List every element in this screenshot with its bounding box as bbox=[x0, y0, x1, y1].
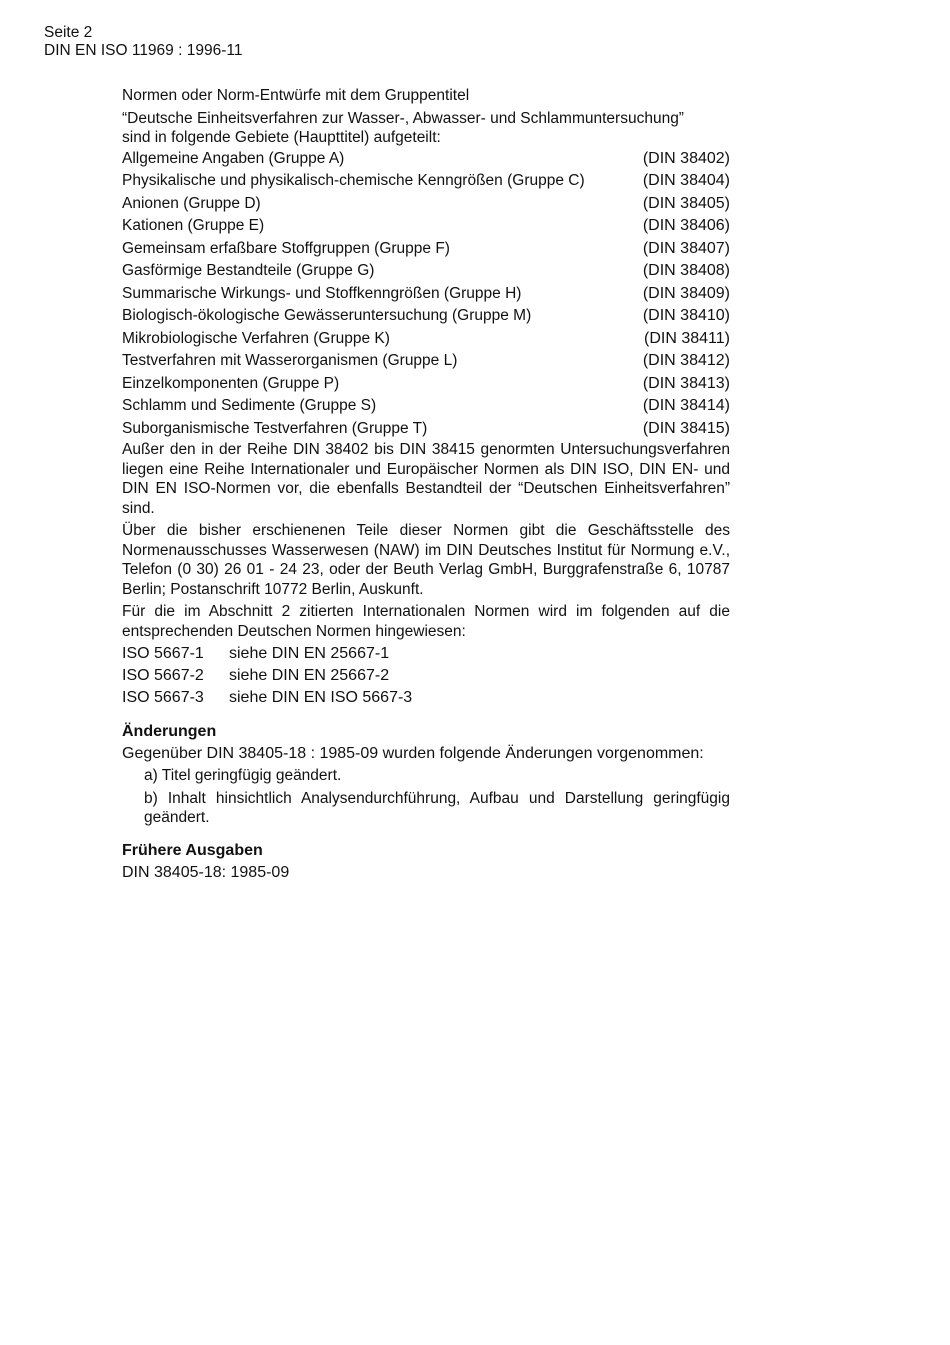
group-ref: (DIN 38415) bbox=[642, 419, 730, 437]
iso-see: siehe DIN EN 25667-2 bbox=[229, 667, 390, 684]
paragraph-references: Für die im Abschnitt 2 zitierten Internationalen Normen wird im folgenden auf die entsprechenden Deutschen Normen hingewiesen: bbox=[122, 603, 730, 640]
group-ref: (DIN 38404) bbox=[642, 172, 730, 189]
paragraph-standards-series: Außer den in der Reihe DIN 38402 bis DIN 38415 genormten Untersuchungsverfahren liegen eine Reihe Internationaler und Europäischer Normen als DIN ISO, DIN EN- und DIN EN ISO-Normen vor, die ebenfalls Bestandteil der “Deutschen Einheitsverfahren” sind. bbox=[122, 441, 730, 517]
group-row bbox=[122, 350, 730, 373]
group-title: Physikalische und physikalisch-chemische Kenngrößen (Gruppe C) bbox=[122, 172, 585, 189]
group-row bbox=[122, 148, 730, 171]
group-ref: (DIN 38407) bbox=[642, 239, 730, 257]
group-list bbox=[122, 148, 730, 441]
group-ref: (DIN 38405) bbox=[642, 194, 730, 212]
group-ref: (DIN 38410) bbox=[642, 307, 730, 324]
iso-see: siehe DIN EN 25667-1 bbox=[229, 645, 390, 662]
group-title: Kationen (Gruppe E) bbox=[122, 217, 265, 234]
group-row bbox=[122, 395, 730, 418]
group-title: Einzelkomponenten (Gruppe P) bbox=[122, 374, 340, 392]
group-title-line: “Deutsche Einheitsverfahren zur Wasser-, Abwasser- und Schlammuntersuchung” bbox=[122, 109, 684, 127]
change-item-a: a) Titel geringfügig geändert. bbox=[144, 767, 342, 784]
change-item-b: b) Inhalt hinsichtlich Analysendurchführung, Aufbau und Darstellung geringfügig geändert. bbox=[144, 789, 730, 826]
group-ref: (DIN 38411) bbox=[644, 329, 730, 347]
group-title: Suborganismische Testverfahren (Gruppe T) bbox=[122, 419, 428, 437]
group-ref: (DIN 38409) bbox=[642, 284, 730, 302]
iso-code: ISO 5667-1 bbox=[122, 645, 204, 662]
iso-reference-row bbox=[122, 665, 730, 687]
paragraph-information: Über die bisher erschienenen Teile dieser Normen gibt die Geschäftsstelle des Normenausschusses Wasserwesen (NAW) im DIN Deutsches Institut für Normung e.V., Telefon (0 30) 26 01 - 24 23, oder der Beuth Verlag GmbH, Burggrafenstraße 6, 10787 Berlin; Postanschrift 10772 Berlin, Auskunft. bbox=[122, 522, 730, 598]
group-row bbox=[122, 193, 730, 216]
changes-heading: Änderungen bbox=[122, 723, 217, 740]
group-row bbox=[122, 238, 730, 261]
group-row bbox=[122, 215, 730, 238]
main-content bbox=[122, 86, 730, 884]
document-id: DIN EN ISO 11969 : 1996-11 bbox=[44, 42, 243, 59]
group-row bbox=[122, 170, 730, 193]
intro-line: sind in folgende Gebiete (Haupttitel) aufgeteilt: bbox=[122, 129, 441, 146]
iso-code: ISO 5667-3 bbox=[122, 689, 204, 706]
changes-intro: Gegenüber DIN 38405-18 : 1985-09 wurden folgende Änderungen vorgenommen: bbox=[122, 745, 704, 762]
group-row bbox=[122, 418, 730, 441]
group-title: Schlamm und Sedimente (Gruppe S) bbox=[122, 397, 377, 414]
group-row bbox=[122, 373, 730, 396]
iso-see: siehe DIN EN ISO 5667-3 bbox=[229, 689, 413, 706]
group-title: Gasförmige Bestandteile (Gruppe G) bbox=[122, 262, 375, 279]
page-number: Seite 2 bbox=[44, 24, 93, 41]
group-title: Gemeinsam erfaßbare Stoffgruppen (Gruppe F) bbox=[122, 239, 450, 257]
group-ref: (DIN 38406) bbox=[642, 217, 730, 234]
group-ref: (DIN 38414) bbox=[642, 397, 730, 414]
group-ref: (DIN 38408) bbox=[642, 262, 730, 279]
previous-editions-text: DIN 38405-18: 1985-09 bbox=[122, 863, 290, 881]
iso-reference-row bbox=[122, 687, 730, 709]
group-title: Mikrobiologische Verfahren (Gruppe K) bbox=[122, 329, 390, 347]
group-row bbox=[122, 328, 730, 351]
group-row bbox=[122, 260, 730, 283]
iso-code: ISO 5667-2 bbox=[122, 667, 204, 684]
group-ref: (DIN 38412) bbox=[642, 352, 730, 369]
group-title: Summarische Wirkungs- und Stoffkenngrößen (Gruppe H) bbox=[122, 284, 522, 302]
page-header bbox=[44, 24, 242, 60]
previous-editions-heading: Frühere Ausgaben bbox=[122, 841, 263, 859]
iso-reference-row bbox=[122, 643, 730, 665]
group-title: Biologisch-ökologische Gewässeruntersuchung (Gruppe M) bbox=[122, 307, 532, 324]
iso-reference-list bbox=[122, 643, 730, 709]
group-ref: (DIN 38402) bbox=[642, 149, 730, 167]
group-ref: (DIN 38413) bbox=[642, 374, 730, 392]
group-title: Allgemeine Angaben (Gruppe A) bbox=[122, 149, 345, 167]
group-row bbox=[122, 283, 730, 306]
group-row bbox=[122, 305, 730, 328]
group-title: Anionen (Gruppe D) bbox=[122, 194, 261, 212]
intro-line: Normen oder Norm-Entwürfe mit dem Gruppentitel bbox=[122, 87, 470, 104]
group-title: Testverfahren mit Wasserorganismen (Gruppe L) bbox=[122, 352, 458, 369]
